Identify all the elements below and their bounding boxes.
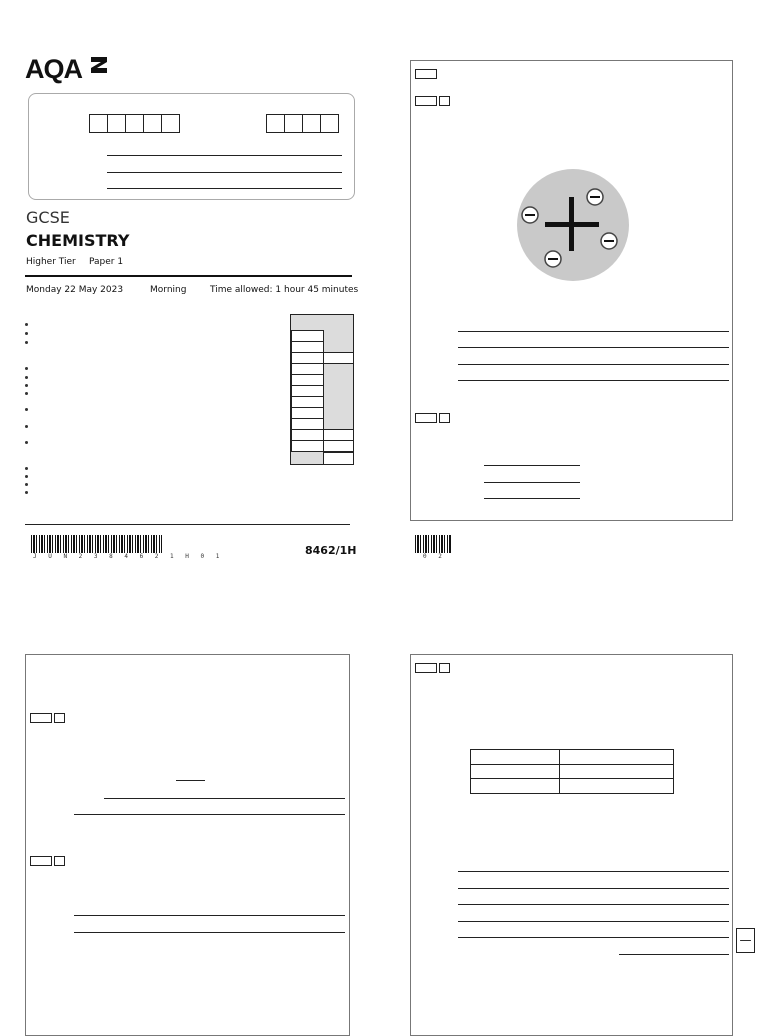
page-4-frame [410,654,733,1036]
question-number-boxes [415,96,452,107]
table-cell [470,764,560,779]
centre-number-boxes[interactable] [89,114,180,133]
answer-line[interactable] [458,364,729,365]
surname-line[interactable] [107,155,342,156]
table-cell [559,778,674,794]
bullet [25,441,28,444]
bullet [25,467,28,470]
question-number-boxes [415,413,452,424]
answer-line[interactable] [104,798,345,799]
time-allowed: Time allowed: 1 hour 45 minutes [210,285,359,295]
answer-line[interactable] [458,347,729,348]
forename-line[interactable] [107,172,342,173]
answer-line[interactable] [458,888,729,889]
answer-line[interactable] [458,921,729,922]
bullet [25,376,28,379]
question-number-boxes [30,856,67,867]
exam-date: Monday 22 May 2023 [26,285,124,295]
question-number-boxes [415,663,452,674]
answer-line[interactable] [458,331,729,332]
page-2-frame [410,60,733,521]
electron-icon [522,207,538,223]
bullet [25,384,28,387]
table-cell [470,778,560,794]
atom-diagram [515,167,631,283]
electron-icon [587,189,603,205]
page-4-side-box [736,928,755,953]
answer-line-short[interactable] [619,954,729,955]
bullet [25,323,28,326]
answer-line[interactable] [458,937,729,938]
table-cell [559,764,674,779]
paper-code: 8462/1H [305,544,357,557]
signature-line[interactable] [107,188,342,189]
answer-line[interactable] [458,871,729,872]
grid-cell [323,440,354,452]
data-table [470,749,673,794]
bullet [25,408,28,411]
page-2-barcode-digits: 0 2 [423,553,446,560]
bullet [25,332,28,335]
subject-level: GCSE [26,208,70,227]
fraction-line [176,780,205,781]
bullet [25,491,28,494]
subject-title: CHEMISTRY [26,231,130,250]
answer-line[interactable] [484,482,580,483]
grid-cell [323,452,354,465]
grid-cell [291,440,324,452]
cover-barcode [31,535,162,553]
electron-icon [545,251,561,267]
answer-line[interactable] [74,915,345,916]
examiner-marks-grid [290,314,354,465]
bullet [25,392,28,395]
answer-line[interactable] [458,380,729,381]
answer-line[interactable] [484,498,580,499]
answer-line[interactable] [74,814,345,815]
bullet [25,425,28,428]
aqa-logo-mark-icon [89,55,109,75]
side-box-mark: — [739,933,752,947]
candidate-number-boxes[interactable] [266,114,339,133]
paper-label: Paper 1 [89,257,124,267]
answer-line[interactable] [484,465,580,466]
grid-cell [323,352,354,364]
electron-icon [601,233,617,249]
exam-session: Morning [150,285,187,295]
bullet [25,483,28,486]
cover-barcode-digits: J U N 2 3 8 4 6 2 1 H 0 1 [33,553,224,560]
candidate-details-box [28,93,355,200]
header-rule [25,275,352,277]
page-3-frame [25,654,350,1036]
question-number-boxes [415,69,439,80]
table-cell [470,749,560,765]
question-number-boxes [30,713,67,724]
tier-label: Higher Tier [26,257,76,267]
table-cell [559,749,674,765]
footer-rule [25,524,350,525]
aqa-logo [25,54,82,85]
aqa-logo-text: AQA [25,54,82,84]
answer-line[interactable] [458,904,729,905]
page-2-barcode [415,535,451,553]
bullet [25,475,28,478]
bullet [25,367,28,370]
bullet [25,341,28,344]
answer-line[interactable] [74,932,345,933]
